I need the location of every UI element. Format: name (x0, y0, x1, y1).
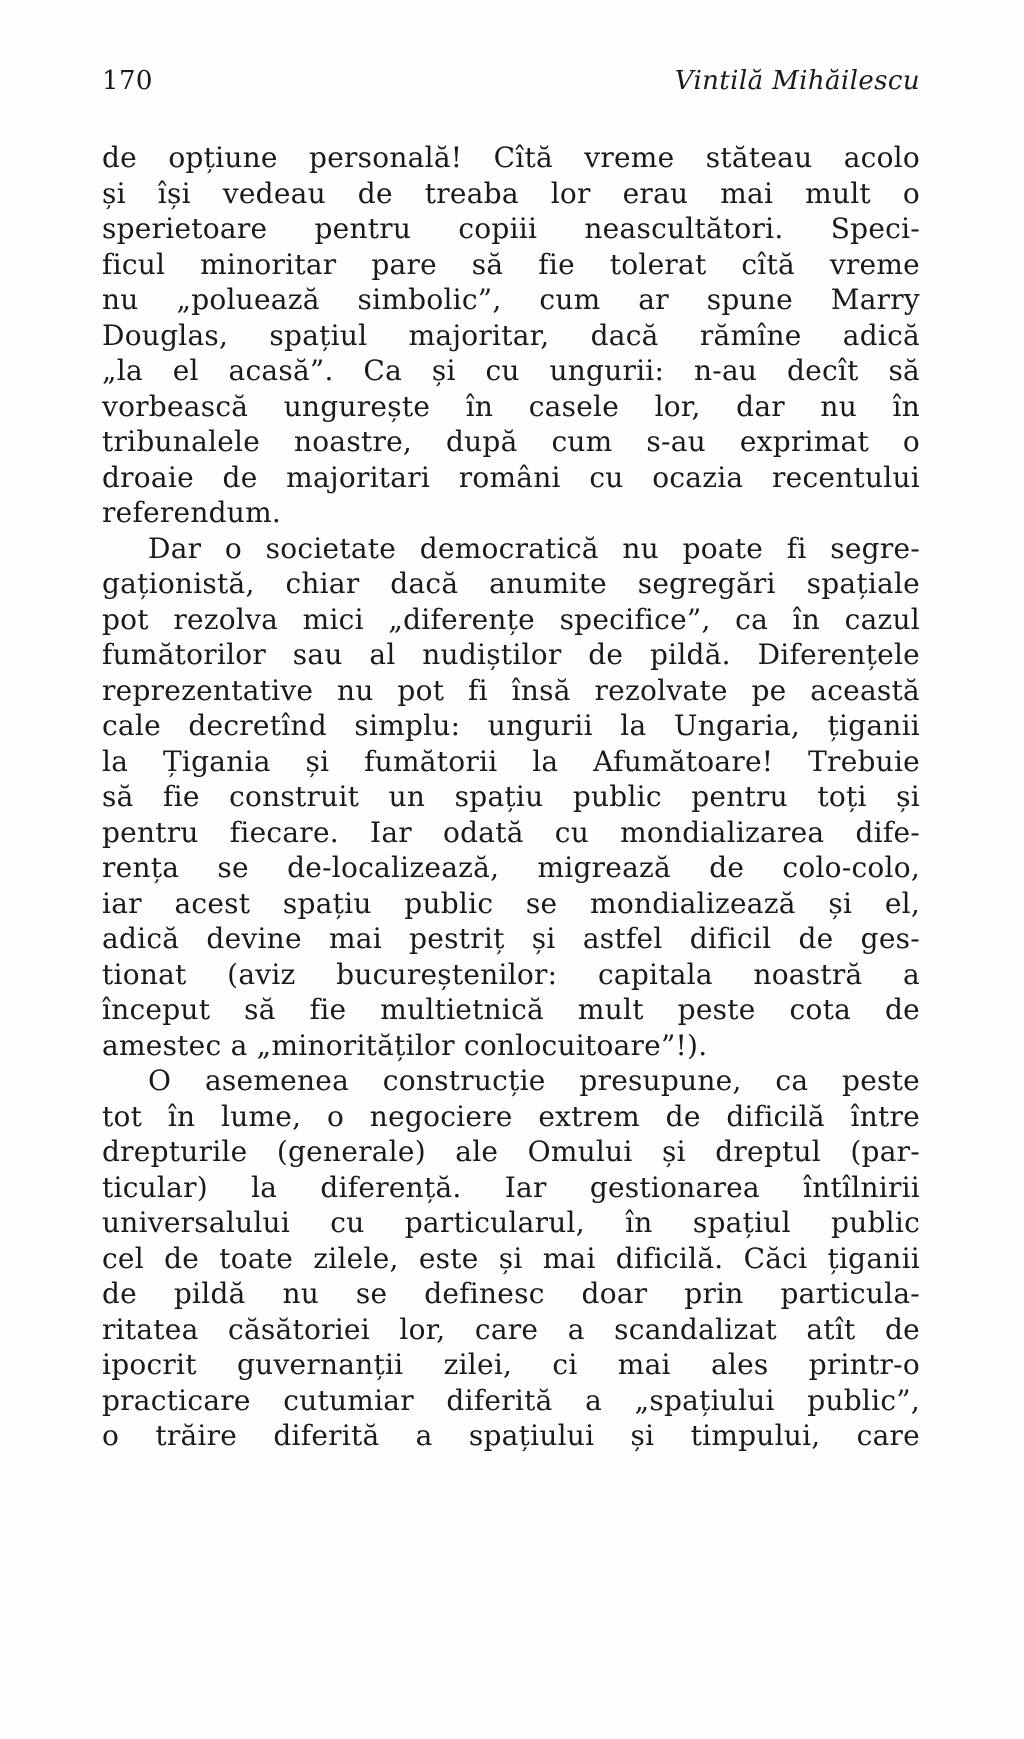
text-line: sperietoare pentru copiii neascultători. Speci- (102, 212, 920, 245)
body-text (102, 140, 920, 1454)
text-line: referendum. (102, 496, 282, 529)
text-line: vorbească ungurește în casele lor, dar nu în (102, 389, 920, 423)
text-line: la Țigania și fumătorii la Afumătoare! Trebuie (102, 744, 920, 778)
text-line: pentru fiecare. Iar odată cu mondializarea dife- (102, 815, 920, 849)
text-line: rența se de-localizează, migrează de colo-colo, (102, 851, 920, 884)
text-line: practicare cutumiar diferită a „spațiului public”, (102, 1383, 920, 1417)
text-line: ritatea căsătoriei lor, care a scandalizat atît de (102, 1312, 920, 1346)
paragraph (102, 531, 920, 1064)
page-header (102, 66, 920, 96)
text-line: o trăire diferită a spațiului și timpului, care (102, 1419, 920, 1452)
text-line: fumătorilor sau al nudiștilor de pildă. Diferențele (102, 638, 920, 671)
text-line: și își vedeau de treaba lor erau mai mult o (102, 176, 920, 210)
text-line: nu „poluează simbolic”, cum ar spune Marry (102, 283, 920, 316)
paragraph (102, 1063, 920, 1454)
text-line: amestec a „minorităților conlocuitoare”!). (102, 1028, 708, 1062)
text-line: tot în lume, o negociere extrem de dificilă între (102, 1099, 920, 1133)
text-line: tionat (aviz bucureștenilor: capitala noastră a (102, 957, 920, 991)
text-line: O asemenea construcție presupune, ca peste (148, 1064, 920, 1097)
paragraph (102, 140, 920, 531)
text-line: gaționistă, chiar dacă anumite segregări spațiale (102, 567, 920, 600)
text-line: ipocrit guvernanții zilei, ci mai ales printr-o (102, 1348, 920, 1381)
text-line: „la el acasă”. Ca și cu ungurii: n-au decît să (102, 354, 920, 387)
running-head: Vintilă Mihăilescu (674, 66, 920, 96)
text-line: Dar o societate democratică nu poate fi segre- (148, 531, 920, 565)
text-line: început să fie multietnică mult peste cota de (102, 993, 920, 1026)
text-line: cel de toate zilele, este și mai dificilă. Căci țiganii (102, 1241, 920, 1275)
text-line: pot rezolva mici „diferențe specifice”, ca în cazul (102, 602, 920, 636)
page-number: 170 (102, 66, 153, 96)
text-line: universalului cu particularul, în spațiul public (102, 1206, 920, 1239)
text-line: ficul minoritar pare să fie tolerat cîtă vreme (102, 247, 920, 281)
text-line: să fie construit un spațiu public pentru toți și (102, 780, 920, 813)
text-line: de pildă nu se definesc doar prin particula- (102, 1277, 920, 1310)
text-line: tribunalele noastre, după cum s-au exprimat o (102, 425, 920, 458)
text-line: cale decretînd simplu: ungurii la Ungaria, țiganii (102, 709, 920, 742)
text-line: Douglas, spațiul majoritar, dacă rămîne adică (102, 318, 920, 352)
text-line: drepturile (generale) ale Omului și dreptul (par- (102, 1135, 920, 1168)
text-line: droaie de majoritari români cu ocazia recentului (102, 460, 920, 494)
text-line: adică devine mai pestriț și astfel dificil de ges- (102, 922, 920, 955)
text-line: ticular) la diferență. Iar gestionarea întîlnirii (102, 1170, 920, 1204)
text-line: iar acest spațiu public se mondializează și el, (102, 886, 920, 920)
text-line: reprezentative nu pot fi însă rezolvate pe această (102, 673, 920, 707)
text-line: de opțiune personală! Cîtă vreme stăteau acolo (102, 141, 920, 174)
